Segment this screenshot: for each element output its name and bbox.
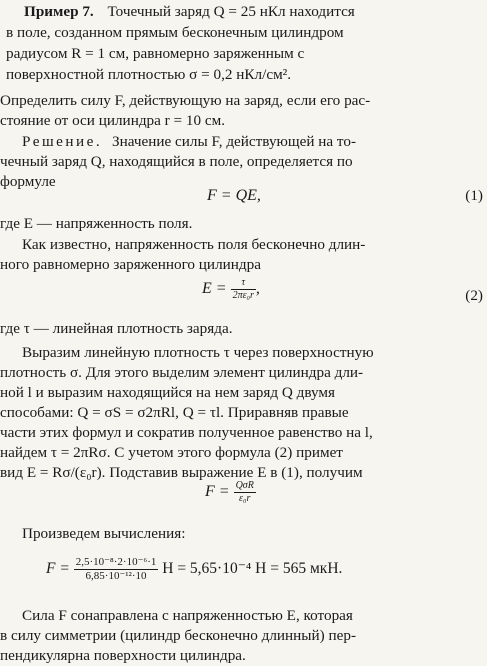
equation-3-numerator: QσR [235,480,254,491]
solution-line-1 [22,132,356,151]
equation-4-lhs: F = [46,560,70,578]
solution-intro-2: чечный заряд Q, находящийся в поле, определяется по [0,153,353,170]
problem-line-1 [24,2,355,21]
solution-intro-3: формуле [0,173,56,190]
equation-3-lhs: F = [205,483,230,501]
problem-statement-1: Точечный заряд Q = 25 нКл находится [107,3,355,20]
after-equation-1: где E — напряженность поля. [0,215,193,232]
equation-2-tail: , [255,280,260,298]
equation-4-fraction [74,556,159,583]
problem-statement-4: поверхностной плотностью σ = 0,2 нКл/см². [6,66,292,83]
para2-line-7: вид E = Rσ/(ε₀r). Подставив выражение E в (1), получим [0,464,363,481]
question-line-2: стояние от оси цилиндра r = 10 см. [0,112,226,129]
equation-3-fraction [234,480,256,505]
para2-line-5: части этих формул и сократив полученное равенство на l, [0,424,373,441]
solution-intro-1: Значение силы F, действующей на то- [112,133,357,150]
conclusion-line-3: пендикулярна поверхности цилиндра. [0,647,246,664]
para2-line-3: ной l и выразим находящийся на нем заряд Q двумя [0,384,335,401]
para2-line-4: способами: Q = σS = σ2πRl, Q = τl. Приравняв правые [0,404,349,421]
question-line-1: Определить силу F, действующую на заряд, если его рас- [0,92,371,109]
para2-line-6: найдем τ = 2πRσ. С учетом этого формула (2) примет [0,444,343,461]
problem-label: Пример 7. [24,3,94,20]
equation-3 [205,480,256,505]
solution-heading: Решение. [22,133,103,150]
equation-4-result: Н = 5,65·10⁻⁴ Н = 565 мкН. [162,560,343,578]
conclusion-line-1: Сила F сонаправлена с напряженностью E, которая [22,607,353,624]
equation-4-denominator: 6,85·10⁻¹²·10 [74,569,159,583]
field-intro-1: Как известно, напряженность поля бесконечно длин- [22,236,366,253]
equation-2 [202,277,260,302]
equation-2-number: (2) [465,287,483,304]
equation-2-denominator: 2πε₀r [232,290,254,301]
equation-3-denominator: ε₀r [234,492,256,505]
para2-line-1: Выразим линейную плотность τ через поверхностную [22,344,374,361]
equation-4 [46,556,342,583]
equation-2-numerator: τ [241,277,246,288]
problem-statement-3: радиусом R = 1 см, равномерно заряженным с [6,45,305,62]
equation-4-numerator: 2,5·10⁻⁸·2·10⁻⁶·1 [75,556,157,568]
equation-1-number: (1) [465,187,483,204]
field-intro-2: ного равномерно заряженного цилиндра [0,256,261,273]
equation-2-fraction [231,277,256,302]
problem-statement-2: в поле, созданном прямым бесконечным цилиндром [6,24,344,41]
compute-label: Произведем вычисления: [22,525,186,542]
after-equation-2: где τ — линейная плотность заряда. [0,320,233,337]
equation-2-lhs: E = [202,280,227,298]
equation-1: F = QE, [207,187,261,204]
conclusion-line-2: в силу симметрии (цилиндр бесконечно длинный) пер- [0,627,357,644]
para2-line-2: плотность σ. Для этого выделим элемент цилиндра дли- [0,364,364,381]
